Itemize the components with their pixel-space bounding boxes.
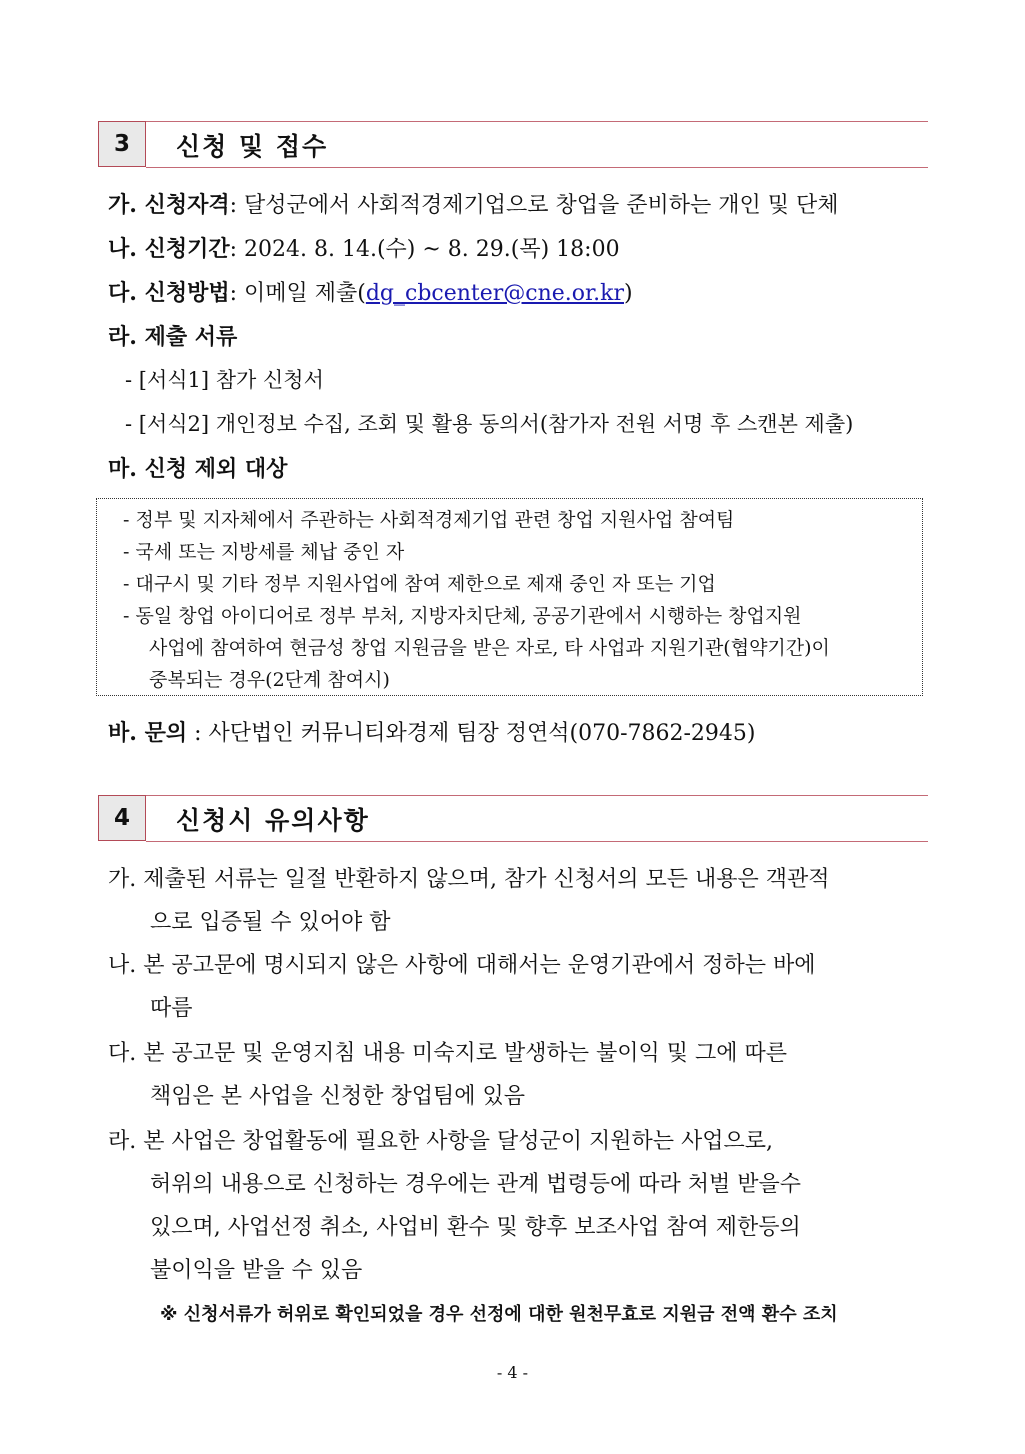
item-text: : 사단법인 커뮤니티와경제 팀장 정연석(070-7862-2945) — [187, 721, 756, 746]
item-text: : 이메일 제출( — [229, 281, 366, 306]
item-exclusions — [108, 452, 287, 483]
notice-line: 책임은 본 사업을 신청한 창업팀에 있음 — [150, 1084, 525, 1109]
header-divider — [146, 167, 928, 168]
exclusion-line: 중복되는 경우(2단계 참여시) — [149, 669, 390, 691]
header-divider — [146, 121, 928, 122]
section-3-header — [98, 121, 928, 171]
item-label: 라. 제출 서류 — [108, 324, 238, 350]
section-title: 신청시 유의사항 — [176, 806, 370, 835]
item-label: 다. 신청방법 — [108, 280, 230, 306]
notice-line: 다. 본 공고문 및 운영지침 내용 미숙지로 발생하는 불이익 및 그에 따른 — [108, 1041, 787, 1066]
item-label: 가. 신청자격 — [108, 192, 230, 218]
notice-line: 따름 — [150, 996, 193, 1021]
notice-line: 불이익을 받을 수 있음 — [150, 1258, 363, 1283]
item-label: 마. 신청 제외 대상 — [108, 456, 288, 482]
document-item: - [서식1] 참가 신청서 — [125, 368, 324, 392]
email-link[interactable]: dg_cbcenter@cne.or.kr — [365, 281, 624, 306]
exclusion-line: - 국세 또는 지방세를 체납 중인 자 — [123, 541, 405, 563]
exclusion-line: 사업에 참여하여 현금성 창업 지원금을 받은 자로, 타 사업과 지원기관(협약기간)이 — [149, 637, 830, 659]
document-item: - [서식2] 개인정보 수집, 조회 및 활용 동의서(참가자 전원 서명 후 스캔본 제출) — [125, 412, 854, 436]
section-title: 신청 및 접수 — [176, 132, 329, 161]
item-text: : 달성군에서 사회적경제기업으로 창업을 준비하는 개인 및 단체 — [229, 193, 839, 218]
exclusion-line: - 동일 창업 아이디어로 정부 부처, 지방자치단체, 공공기관에서 시행하는 창업지원 — [123, 605, 802, 627]
warning-note: ※ 신청서류가 허위로 확인되었을 경우 선정에 대한 원천무효로 지원금 전액 환수 조치 — [160, 1304, 838, 1325]
exclusion-box — [96, 498, 923, 696]
header-divider — [146, 795, 928, 796]
page-number: - 4 - — [496, 1363, 529, 1382]
notice-line: 라. 본 사업은 창업활동에 필요한 사항을 달성군이 지원하는 사업으로, — [108, 1129, 773, 1154]
notice-line: 허위의 내용으로 신청하는 경우에는 관계 법령등에 따라 처벌 받을수 — [150, 1172, 802, 1197]
item-method — [108, 276, 633, 307]
header-divider — [146, 841, 928, 842]
notice-line: 나. 본 공고문에 명시되지 않은 사항에 대해서는 운영기관에서 정하는 바에 — [108, 953, 816, 978]
section-number: 4 — [98, 795, 146, 841]
section-number: 3 — [98, 121, 146, 167]
item-inquiry — [108, 716, 756, 747]
notice-line: 있으며, 사업선정 취소, 사업비 환수 및 향후 보조사업 참여 제한등의 — [150, 1215, 801, 1240]
item-label: 나. 신청기간 — [108, 236, 230, 262]
section-4-header — [98, 795, 928, 845]
item-period — [108, 232, 620, 263]
notice-line: 가. 제출된 서류는 일절 반환하지 않으며, 참가 신청서의 모든 내용은 객관적 — [108, 867, 830, 892]
notice-line: 으로 입증될 수 있어야 함 — [150, 910, 391, 935]
item-documents — [108, 320, 237, 351]
item-text: ) — [624, 281, 633, 306]
item-label: 바. 문의 — [108, 720, 188, 746]
item-eligibility — [108, 188, 839, 219]
exclusion-line: - 대구시 및 기타 정부 지원사업에 참여 제한으로 제재 중인 자 또는 기업 — [123, 573, 716, 595]
exclusion-line: - 정부 및 지자체에서 주관하는 사회적경제기업 관련 창업 지원사업 참여팀 — [123, 509, 735, 531]
item-text: : 2024. 8. 14.(수) ~ 8. 29.(목) 18:00 — [229, 237, 620, 262]
